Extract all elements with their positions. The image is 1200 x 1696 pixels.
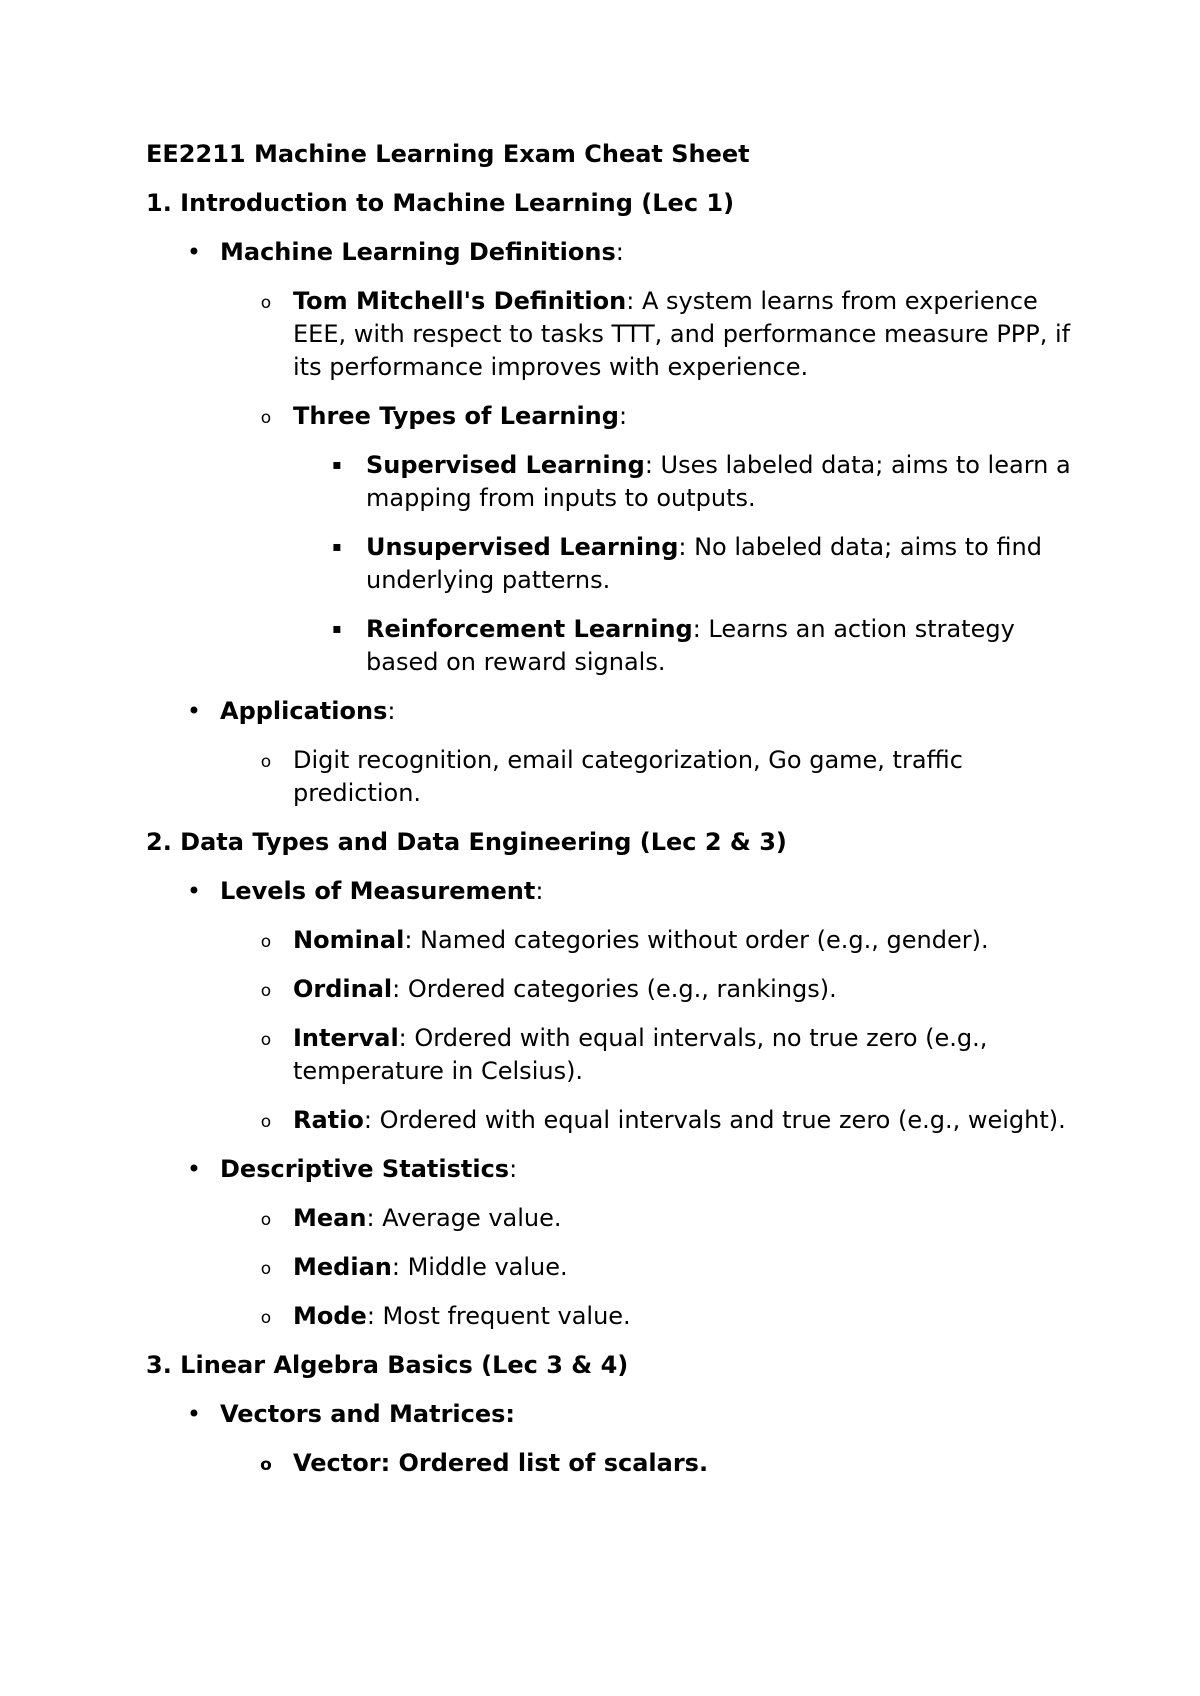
- list-item: [146, 1153, 1076, 1333]
- item-text: : No labeled data; aims to find underlying patterns.: [366, 533, 1042, 594]
- item-label: Mode: [293, 1302, 367, 1330]
- item-label: Ratio: [293, 1106, 364, 1134]
- item-label: Interval: [293, 1024, 399, 1052]
- bullet-disc-icon: •: [186, 1155, 202, 1183]
- sub-list: [146, 1202, 1076, 1333]
- list-item: [220, 400, 1076, 679]
- bullet-disc-icon: •: [186, 877, 202, 905]
- item-label: Levels of Measurement: [220, 877, 536, 905]
- item-label: Reinforcement Learning: [366, 615, 693, 643]
- section-list: [146, 1398, 1076, 1480]
- list-item: [220, 1300, 1076, 1333]
- item-label: Descriptive Statistics: [220, 1155, 510, 1183]
- sub-list: [146, 744, 1076, 810]
- bullet-disc-icon: •: [186, 1400, 202, 1428]
- item-text: : Ordered with equal intervals, no true zero (e.g., temperature in Celsius).: [293, 1024, 988, 1085]
- section-heading: 2. Data Types and Data Engineering (Lec 2 & 3): [146, 828, 787, 856]
- bullet-square-icon: ▪: [332, 539, 342, 555]
- sub-list: [146, 285, 1076, 679]
- item-suffix: :: [509, 1155, 518, 1183]
- bullet-circle-icon: o: [260, 1030, 272, 1050]
- section-list: [146, 875, 1076, 1333]
- item-text: : A system learns from experience EEE, with respect to tasks TTT, and performance measure PPP, if its performance improves with experience.: [293, 287, 1071, 381]
- item-text: : Ordered with equal intervals and true zero (e.g., weight).: [363, 1106, 1066, 1134]
- item-label: Unsupervised Learning: [366, 533, 679, 561]
- document-content: [146, 138, 1076, 1496]
- list-item: [220, 1104, 1076, 1137]
- list-item: [220, 744, 1076, 810]
- list-item: [220, 924, 1076, 957]
- bullet-circle-icon: o: [260, 932, 272, 952]
- document-title: EE2211 Machine Learning Exam Cheat Sheet: [146, 140, 750, 168]
- bullet-circle-icon: o: [260, 1308, 272, 1328]
- bullet-disc-icon: •: [186, 238, 202, 266]
- bullet-square-icon: ▪: [332, 621, 342, 637]
- item-label: Ordinal: [293, 975, 393, 1003]
- list-item: [146, 695, 1076, 810]
- list-item: [220, 1447, 1076, 1480]
- item-label: Mean: [293, 1204, 367, 1232]
- item-label: Three Types of Learning: [293, 402, 619, 430]
- list-item: [146, 236, 1076, 679]
- list-item: [146, 875, 1076, 1137]
- list-item: [293, 449, 1076, 515]
- item-text: : Average value.: [366, 1204, 562, 1232]
- item-text: : Ordered categories (e.g., rankings).: [392, 975, 837, 1003]
- bullet-circle-icon: o: [260, 1210, 272, 1230]
- bullet-disc-icon: •: [186, 697, 202, 725]
- sub-list: [146, 924, 1076, 1137]
- item-text: : Middle value.: [391, 1253, 568, 1281]
- item-suffix: :: [615, 238, 624, 266]
- list-item: [220, 1202, 1076, 1235]
- item-suffix: :: [387, 697, 396, 725]
- item-text: : Named categories without order (e.g., gender).: [404, 926, 989, 954]
- list-item: [146, 1398, 1076, 1480]
- list-item: [220, 285, 1076, 384]
- item-label: Vector: Ordered list of scalars.: [293, 1449, 709, 1477]
- list-item: [293, 613, 1076, 679]
- bullet-circle-icon: o: [260, 981, 272, 1001]
- bullet-circle-icon: o: [260, 1112, 272, 1132]
- item-label: Supervised Learning: [366, 451, 645, 479]
- list-item: [293, 531, 1076, 597]
- bullet-circle-icon: o: [260, 293, 272, 313]
- section-heading: 3. Linear Algebra Basics (Lec 3 & 4): [146, 1351, 629, 1379]
- bullet-circle-icon: o: [260, 1259, 272, 1279]
- item-text: Digit recognition, email categorization, Go game, traffic prediction.: [293, 746, 963, 807]
- item-text: : Most frequent value.: [366, 1302, 631, 1330]
- item-label: Vectors and Matrices:: [220, 1400, 516, 1428]
- bullet-square-icon: ▪: [332, 457, 342, 473]
- bullet-circle-icon: o: [260, 1455, 272, 1475]
- item-text: : Learns an action strategy based on reward signals.: [366, 615, 1015, 676]
- item-text: :: [618, 402, 628, 430]
- sub-list: [146, 1447, 1076, 1480]
- sub-sub-list: [220, 449, 1076, 679]
- item-label: Applications: [220, 697, 388, 725]
- list-item: [220, 973, 1076, 1006]
- item-label: Tom Mitchell's Definition: [293, 287, 627, 315]
- bullet-circle-icon: o: [260, 752, 272, 772]
- item-label: Nominal: [293, 926, 405, 954]
- item-label: Median: [293, 1253, 392, 1281]
- item-label: Machine Learning Definitions: [220, 238, 616, 266]
- bullet-circle-icon: o: [260, 408, 272, 428]
- list-item: [220, 1022, 1076, 1088]
- section-heading: 1. Introduction to Machine Learning (Lec 1): [146, 189, 735, 217]
- item-suffix: :: [535, 877, 544, 905]
- section-list: [146, 236, 1076, 810]
- list-item: [220, 1251, 1076, 1284]
- item-text: : Uses labeled data; aims to learn a mapping from inputs to outputs.: [366, 451, 1071, 512]
